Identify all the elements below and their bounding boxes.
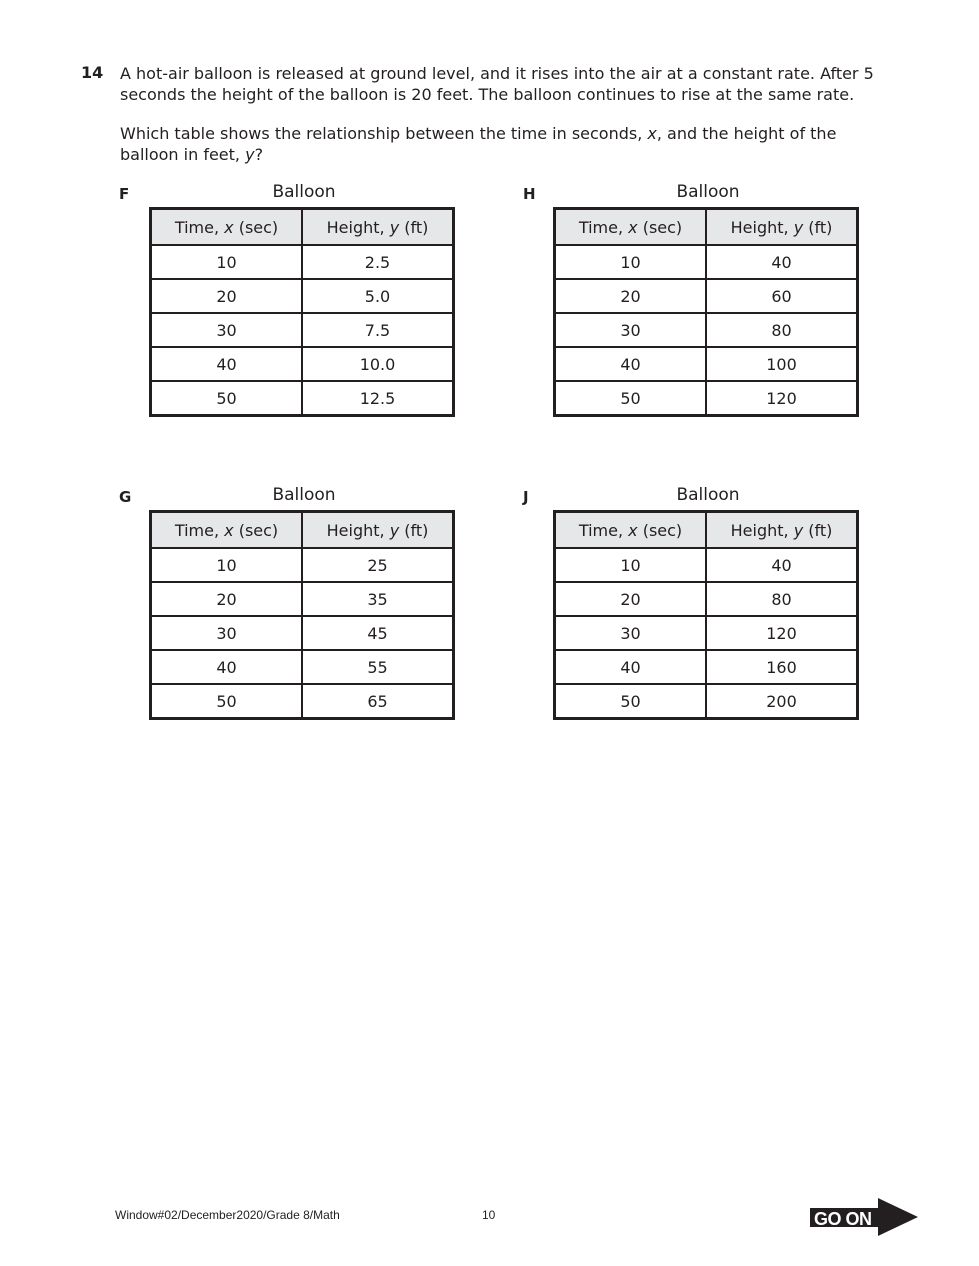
height-cell: 40 (706, 548, 858, 582)
height-cell: 120 (706, 381, 858, 416)
height-header-post: (ft) (803, 217, 833, 237)
time-header-pre: Time, (174, 520, 225, 540)
height-cell: 160 (706, 650, 858, 684)
table-row (555, 347, 858, 381)
time-cell: 30 (151, 616, 303, 650)
page-number: 10 (482, 1208, 496, 1222)
time-header-var: x (628, 520, 638, 540)
table-row (555, 616, 858, 650)
table-row (555, 245, 858, 279)
option-letter: H (523, 185, 536, 203)
time-cell: 20 (151, 279, 303, 313)
balloon-table (149, 207, 455, 417)
time-cell: 40 (151, 347, 303, 381)
time-cell: 50 (555, 381, 707, 416)
height-column-header (706, 209, 858, 246)
prompt-start: Which table shows the relationship between the time in seconds, (120, 124, 648, 143)
table-row (555, 313, 858, 347)
table-header-row (151, 209, 454, 246)
time-cell: 20 (151, 582, 303, 616)
time-column-header (151, 209, 303, 246)
height-column-header (302, 209, 454, 246)
table-row (555, 650, 858, 684)
height-cell: 35 (302, 582, 454, 616)
height-cell: 80 (706, 582, 858, 616)
height-cell: 80 (706, 313, 858, 347)
height-cell: 60 (706, 279, 858, 313)
height-header-var: y (389, 217, 400, 237)
height-cell: 10.0 (302, 347, 454, 381)
table-row (151, 650, 454, 684)
table-row (555, 582, 858, 616)
table-row (151, 347, 454, 381)
table-row (151, 582, 454, 616)
footer-form-id: Window#02/December2020/Grade 8/Math (115, 1208, 340, 1222)
question-number: 14 (81, 63, 104, 82)
height-cell: 7.5 (302, 313, 454, 347)
time-header-post: (sec) (233, 217, 279, 237)
time-cell: 30 (555, 313, 707, 347)
go-on-button[interactable] (810, 1197, 920, 1237)
table-title: Balloon (272, 485, 336, 505)
balloon-table (553, 207, 859, 417)
question-prompt (120, 123, 880, 165)
time-cell: 20 (555, 582, 707, 616)
height-cell: 65 (302, 684, 454, 719)
option-letter: G (119, 488, 132, 506)
time-column-header (151, 512, 303, 549)
table-title: Balloon (676, 182, 740, 202)
time-cell: 40 (151, 650, 303, 684)
height-header-pre: Height, (326, 217, 390, 237)
option-letter: J (523, 488, 529, 506)
option-f[interactable] (119, 181, 459, 417)
table-row (151, 381, 454, 416)
option-h[interactable] (523, 181, 863, 417)
prompt-end: ? (254, 145, 264, 164)
time-cell: 10 (555, 548, 707, 582)
table-row (151, 684, 454, 719)
time-header-var: x (224, 217, 234, 237)
time-cell: 10 (151, 245, 303, 279)
go-on-label: GO ON (814, 1209, 872, 1229)
height-cell: 45 (302, 616, 454, 650)
prompt-var-y: y (245, 145, 255, 164)
height-cell: 12.5 (302, 381, 454, 416)
height-header-pre: Height, (730, 217, 794, 237)
table-row (555, 381, 858, 416)
height-header-post: (ft) (399, 520, 429, 540)
time-cell: 40 (555, 650, 707, 684)
height-cell: 100 (706, 347, 858, 381)
time-cell: 50 (151, 381, 303, 416)
height-header-pre: Height, (326, 520, 390, 540)
time-cell: 30 (555, 616, 707, 650)
table-header-row (555, 512, 858, 549)
height-header-var: y (793, 520, 804, 540)
table-row (151, 313, 454, 347)
table-header-row (555, 209, 858, 246)
table-row (151, 548, 454, 582)
height-header-post: (ft) (803, 520, 833, 540)
time-cell: 10 (151, 548, 303, 582)
time-header-pre: Time, (578, 217, 629, 237)
height-cell: 120 (706, 616, 858, 650)
prompt-mid: , and the height of the balloon in feet, (120, 124, 837, 164)
height-cell: 55 (302, 650, 454, 684)
height-header-post: (ft) (399, 217, 429, 237)
time-cell: 40 (555, 347, 707, 381)
time-column-header (555, 209, 707, 246)
time-header-pre: Time, (578, 520, 629, 540)
option-g[interactable] (119, 484, 459, 720)
height-cell: 40 (706, 245, 858, 279)
prompt-var-x: x (647, 124, 657, 143)
table-row (151, 279, 454, 313)
table-header-row (151, 512, 454, 549)
time-cell: 50 (555, 684, 707, 719)
table-row (555, 684, 858, 719)
height-header-pre: Height, (730, 520, 794, 540)
height-header-var: y (793, 217, 804, 237)
time-header-pre: Time, (174, 217, 225, 237)
height-cell: 5.0 (302, 279, 454, 313)
table-row (151, 245, 454, 279)
option-j[interactable] (523, 484, 863, 720)
time-header-post: (sec) (637, 520, 683, 540)
time-cell: 10 (555, 245, 707, 279)
time-header-post: (sec) (637, 217, 683, 237)
table-row (555, 548, 858, 582)
time-column-header (555, 512, 707, 549)
height-cell: 200 (706, 684, 858, 719)
time-header-var: x (628, 217, 638, 237)
table-title: Balloon (676, 485, 740, 505)
time-cell: 50 (151, 684, 303, 719)
height-column-header (302, 512, 454, 549)
time-cell: 30 (151, 313, 303, 347)
balloon-table (149, 510, 455, 720)
height-cell: 2.5 (302, 245, 454, 279)
question-stem: A hot-air balloon is released at ground level, and it rises into the air at a constant rate. After 5 seconds the height of the balloon is 20 feet. The balloon continues to rise at the same rate. (120, 64, 874, 104)
time-cell: 20 (555, 279, 707, 313)
height-column-header (706, 512, 858, 549)
option-letter: F (119, 185, 130, 203)
height-cell: 25 (302, 548, 454, 582)
balloon-table (553, 510, 859, 720)
time-header-var: x (224, 520, 234, 540)
table-row (151, 616, 454, 650)
table-row (555, 279, 858, 313)
table-title: Balloon (272, 182, 336, 202)
time-header-post: (sec) (233, 520, 279, 540)
height-header-var: y (389, 520, 400, 540)
